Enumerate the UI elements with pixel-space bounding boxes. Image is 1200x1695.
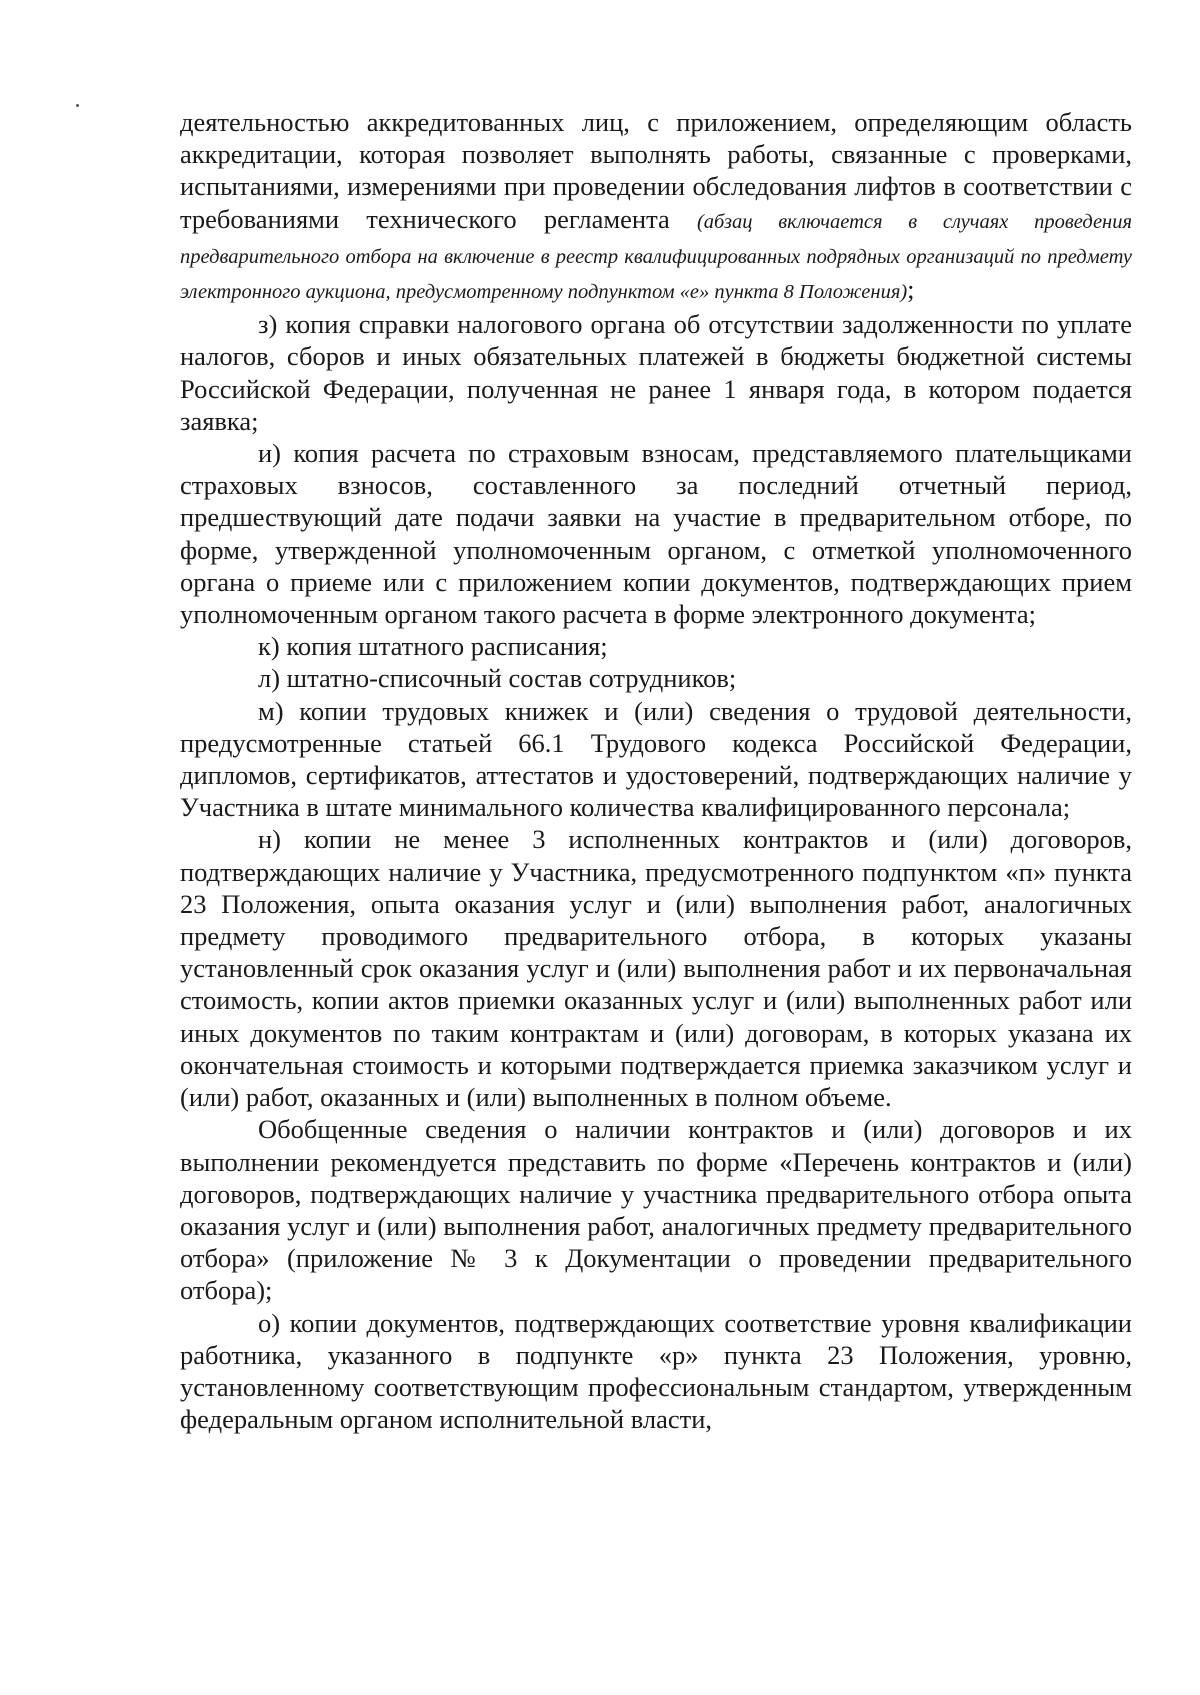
paragraph-k: к) копия штатного расписания; xyxy=(258,631,608,662)
document-body xyxy=(180,106,1132,1435)
paragraph-i: и) копия расчета по страховым взносам, представляемого плательщиками страховых взносов, составленного за последний отчетный период, предшествующий дате подачи заявки на участие в предварительном отборе, по форме, утвержденной уполномоченным органом, с отметкой уполномоченного органа о приеме или с приложением копии документов, подтверждающих прием уполномоченным органом такого расчета в форме электронного документа; xyxy=(180,438,1132,630)
paragraph-zh-note: (абзац включается в случаях проведения предварительного отбора на включение в реестр квалифицированных подрядных организаций по предмету электронного аукциона, предусмотренному подпунктом «е» пункта 8 Положения) xyxy=(180,210,1132,304)
paragraph-o: о) копии документов, подтверждающих соответствие уровня квалификации работника, указанного в подпункте «р» пункта 23 Положения, уровню, установленному соответствующим профессиональным стандартом, утвержденным федеральным органом исполнительной власти, xyxy=(180,1307,1132,1435)
paragraph-z: з) копия справки налогового органа об отсутствии задолженности по уплате налогов, сборов и иных обязательных платежей в бюджеты бюджетной системы Российской Федерации, полученная не ранее 1 января года, в котором подается заявка; xyxy=(180,309,1132,436)
paragraph-n: н) копии не менее 3 исполненных контрактов и (или) договоров, подтверждающих наличие у Участника, предусмотренного подпунктом «п» пункта 23 Положения, опыта оказания услуг и (или) выполнения работ, аналогичных предмету проводимого предварительного отбора, в которых указаны установленный срок оказания услуг и (или) выполнения работ и их первоначальная стоимость, копии актов приемки оказанных услуг и (или) выполненных работ или иных документов по таким контрактам и (или) договорам, в которых указана их окончательная стоимость и которыми подтверждается приемка заказчиком услуг и (или) работ, оказанных и (или) выполненных в полном объеме. xyxy=(180,824,1132,1113)
scan-speck xyxy=(76,104,79,107)
paragraph-l: л) штатно-списочный состав сотрудников; xyxy=(258,663,737,694)
paragraph-zh-continuation xyxy=(180,106,1132,308)
paragraph-m: м) копии трудовых книжек и (или) сведения о трудовой деятельности, предусмотренные статьей 66.1 Трудового кодекса Российской Федерации, дипломов, сертификатов, аттестатов и удостоверений, подтверждающих наличие у Участника в штате минимального количества квалифицированного персонала; xyxy=(180,695,1132,823)
paragraph-zh-end: ; xyxy=(907,274,915,305)
paragraph-summary: Обобщенные сведения о наличии контрактов и (или) договоров и их выполнении рекомендуется представить по форме «Перечень контрактов и (или) договоров, подтверждающих наличие у участника предварительного отбора опыта оказания услуг и (или) выполнения работ, аналогичных предмету предварительного отбора» (приложение № 3 к Документации о проведении предварительного отбора); xyxy=(180,1114,1132,1306)
paragraph-zh-main: деятельностью аккредитованных лиц, с приложением, определяющим область аккредитации, которая позволяет выполнять работы, связанные с проверками, испытаниями, измерениями при проведении обследования лифтов в соответствии с требованиями технического регламента xyxy=(180,107,1132,234)
